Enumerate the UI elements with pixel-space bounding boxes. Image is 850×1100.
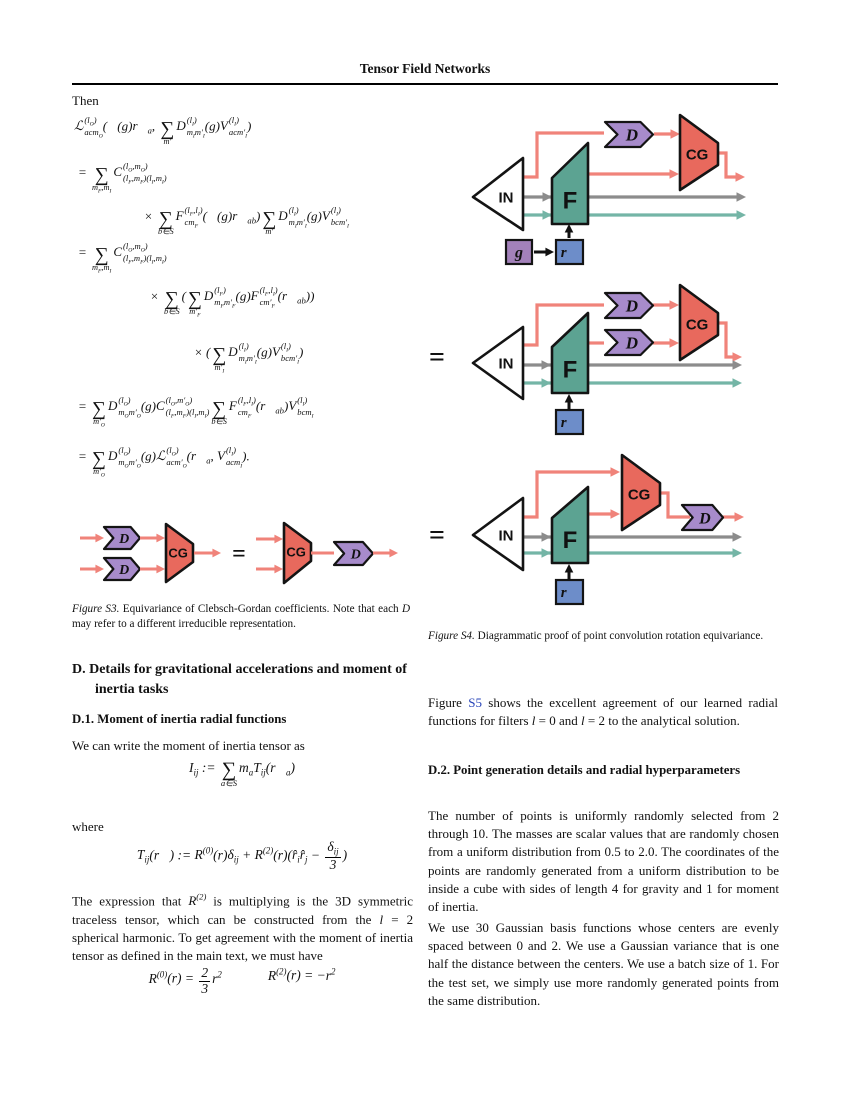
node-label: CG [168, 545, 188, 561]
arrowhead [156, 534, 165, 543]
node-label: D [699, 510, 711, 528]
arrowhead [274, 565, 283, 574]
arrowhead [389, 549, 398, 558]
section-d-heading: D. Details for gravitational accelerations and moment of inertia tasks [72, 662, 407, 697]
section-d1-heading: D.1. Moment of inertia radial functions [72, 712, 287, 726]
radial-equations-row [72, 966, 412, 997]
r2-equation: $R^{(2)}(r) = -r^2$ [267, 966, 336, 983]
arrowhead [542, 378, 552, 388]
arrowhead [737, 210, 747, 220]
then-text: Then [72, 93, 99, 108]
node-label: r⃗ [560, 415, 579, 432]
equation-line: = ∑ $m'_O$ D $(l_O)$ $m_Om'_O$ (g)ℒ $(l_O)$ $acm'_O$ ($r⃗_a$, V $(l_I)$ acm$_I$ ). [78, 445, 250, 479]
equation-line: = ∑ $m'_O$ D $(l_O)$ $m_Om'_O$ (g)C $(l_O,m'_O)$ $(l_F,m_F)(l_I,m_I)$ ∑ b∈S F $(l_F,l_I)$ $cm_F$ $(r⃗_{ab})V$ $(l_I)$ bcm$_I$ [78, 395, 314, 429]
derivation-block [72, 112, 422, 492]
node-label: CG [627, 486, 651, 504]
node-label: IN [498, 189, 514, 207]
arrowhead [670, 300, 680, 310]
node-label: r⃗ [560, 245, 579, 262]
r0-equation: $R^{(0)}(r)$ = $\frac{2}{3}$ $r^2$ [148, 965, 222, 996]
node-label: D [119, 563, 130, 579]
equation-line: = ∑ $m_F,m_I$ C $(l_O,m_O)$ $(l_F,m_F)(l_I,m_I)$ [78, 161, 167, 195]
arrowhead [733, 532, 743, 542]
node-label: IN [498, 355, 514, 373]
inertia-equation: $I_{ij}$ := ∑ a∈S $m_aT_{ij}(r⃗_a)$ [189, 758, 295, 789]
figure-s4-label: Figure S4. [428, 630, 475, 642]
arrowhead [737, 192, 747, 202]
d2-paragraph-2: We use 30 Gaussian basis functions whose centers are evenly spaced between 0 and 2. We use a Gaussian variance that is one half the distance between the centers. We use a batch size of 1. For the test set, we simply use more randomly generated points from the same distribution. [428, 920, 779, 1008]
node-label: D [625, 333, 639, 353]
figure-s4-diagram-row-2 [420, 283, 760, 443]
arrowhead [611, 467, 621, 477]
arrowhead [671, 129, 681, 139]
t-tensor-equation: $T_{ij}(r⃗)$ := $R^{(0)}(r)\delta_{ij}$ + $R^{(2)}(r)(r̂_ir̂_j$ − $\delta_{ij}$ 3 ) [136, 839, 348, 873]
arrowhead [611, 509, 621, 519]
node-label: D [119, 532, 130, 548]
node-label: r⃗ [560, 585, 579, 602]
arrowhead [733, 548, 743, 558]
node-label: CG [685, 146, 709, 164]
node-label: CG [685, 316, 709, 334]
figure-s4-caption-text: Diagrammatic proof of point convolution rotation equivariance. [474, 630, 764, 642]
arrowhead [274, 535, 283, 544]
arrowhead [95, 565, 104, 574]
figure-s4-caption [428, 629, 778, 644]
s5-paragraph [428, 694, 778, 730]
where-text: where [72, 819, 104, 834]
arrowhead [212, 549, 221, 558]
figure-s4-diagram-row-3 [420, 440, 760, 617]
arrowhead [733, 352, 743, 362]
arrowhead [670, 338, 680, 348]
arrowhead [542, 360, 552, 370]
node-label: D [625, 125, 639, 145]
arrowhead [543, 192, 553, 202]
node-label: = [429, 342, 445, 373]
figure-s3-caption-text: Equivariance of Clebsch-Gordan coefficients. Note that each D may refer to a different irreducible representation. [72, 603, 411, 630]
equation-line: = ∑ $m_F,m_I$ C $(l_O,m_O)$ $(l_F,m_F)(l_I,m_I)$ [78, 241, 167, 275]
arrowhead [565, 564, 574, 573]
arrowhead [736, 172, 746, 182]
arrowhead [565, 394, 574, 403]
running-title: Tensor Field Networks [359, 61, 491, 76]
equation-line: ℒ $(l_O)$ acm$_O$ ($ℛ(g)r⃗_a$, ∑ m′ D $(l_I)$ $m_Im'_I$ (g)V $(l_I)$ $acm'_I$ ) [74, 115, 252, 147]
node-label: g [515, 244, 523, 262]
figure-s3-caption [72, 602, 410, 632]
node-label: CG [286, 544, 306, 560]
arrowhead [670, 169, 680, 179]
node-label: IN [498, 527, 514, 545]
s5-suffix: shows the excellent agreement of our learned radial functions for filters l = 0 and l = 2 to the analytical solution. [428, 695, 779, 729]
equation-line: × ( ∑ $m'_I$ D $(l_I)$ $m_Im'_I$ (g)V $(l_I)$ $bcm'_I$ ) [194, 341, 304, 375]
s5-figure-link[interactable]: S5 [468, 695, 482, 710]
node-label: D [625, 296, 639, 316]
node-label: D [350, 547, 361, 563]
arrowhead [733, 378, 743, 388]
equation-line: × ∑ b∈S ( ∑ $m'_F$ D $(l_F)$ $m_Fm'_F$ (g)F $(l_F,l_I)$ $cm'_F$ $(r⃗_{ab})$) [150, 285, 315, 319]
arrowhead [156, 565, 165, 574]
figure-s3-diagram [70, 506, 410, 604]
header-rule [72, 83, 778, 85]
figure-s3-label: Figure S3. [72, 603, 120, 615]
node-label: F [562, 187, 578, 215]
arrowhead [543, 210, 553, 220]
arrowhead [733, 360, 743, 370]
s5-prefix: Figure [428, 695, 469, 710]
expression-paragraph: The expression that $R^{(2)}$ is multiplying is the 3D symmetric traceless tensor, which can be constructed from the l = 2 spherical harmonic. To get agreement with the moment of inertia tensor as defined in the main text, we must have [72, 892, 414, 963]
figure-s4-diagram-row-1 [430, 100, 760, 275]
arrowhead [545, 248, 554, 257]
arrowhead [542, 532, 552, 542]
d1-intro-paragraph: We can write the moment of inertia tensor as [72, 738, 305, 753]
arrowhead [95, 534, 104, 543]
node-label: F [562, 527, 578, 555]
d2-paragraph-1: The number of points is uniformly randomly selected from 2 through 10. The masses are scalar values that are randomly chosen from a uniform distribution from 0.5 to 2.0. The coordinates of the points are randomly generated from a uniform distribution to be inside a cube with sides of length 4 for gravity and 1 for moment of inertia. [428, 808, 779, 915]
node-label: = [232, 541, 246, 567]
node-label: F [562, 356, 578, 384]
arrowhead [735, 512, 745, 522]
section-d2-heading: D.2. Point generation details and radial hyperparameters [428, 763, 741, 777]
arrowhead [542, 548, 552, 558]
equation-line: × ∑ b∈S F $(l_F,l_I)$ $cm_F$ $(ℛ(g)r⃗_{ab})$ ∑ m′ D $(l_I)$ $m_Im'_I$ (g)V $(l_I)$ $bcm'_I$ [144, 205, 349, 237]
node-label: = [429, 520, 445, 551]
